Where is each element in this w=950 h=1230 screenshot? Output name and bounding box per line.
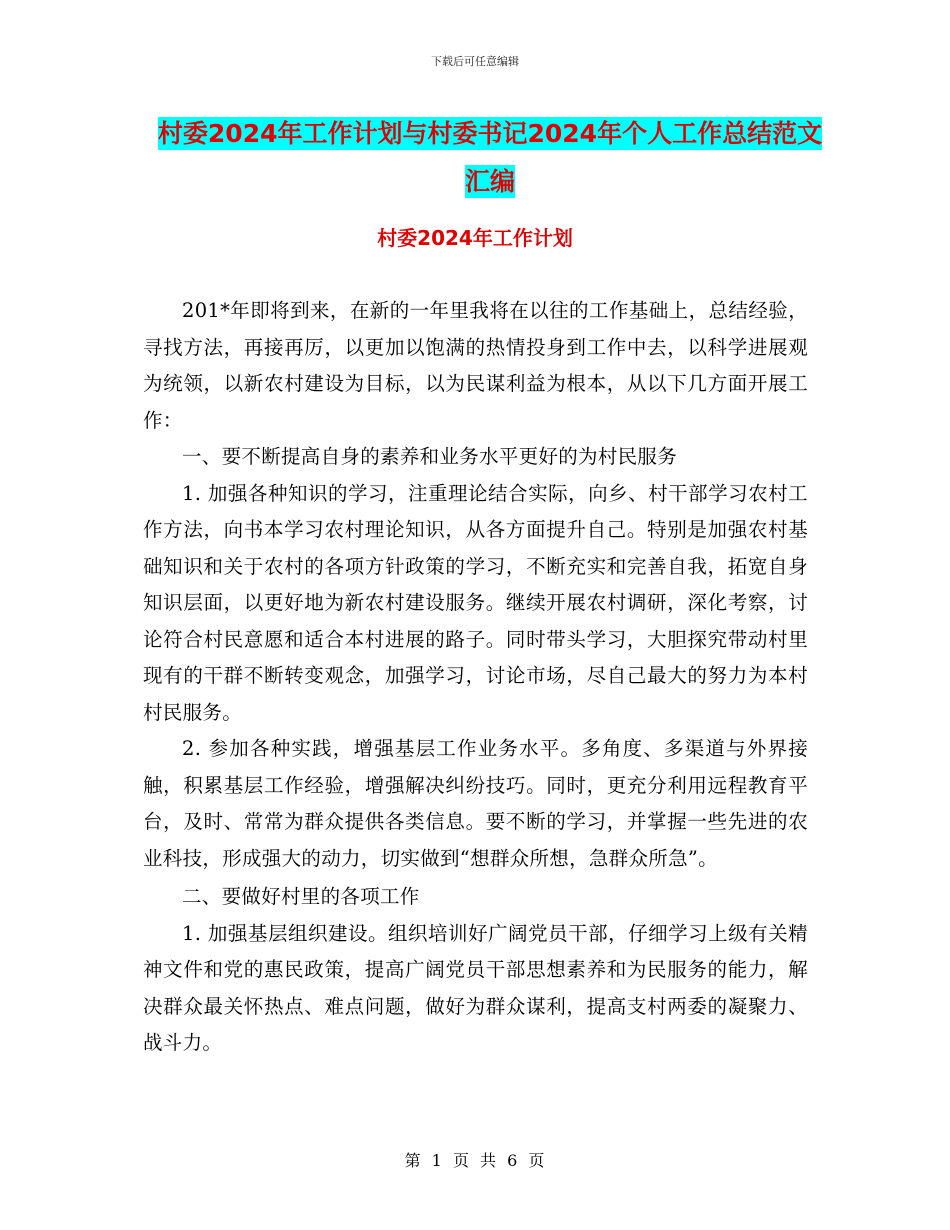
section-title: 村委2024年工作计划	[377, 226, 573, 250]
document-body	[143, 293, 808, 1062]
paragraph-item-1-2: 2. 参加各种实践，增强基层工作业务水平。多角度、多渠道与外界接触，积累基层工作经验，增强解决纠纷技巧。同时，更充分利用远程教育平台，及时、常常为群众提供各类信息。要不断的学习，并掌握一些先进的农业科技，形成强大的动力，切实做到“想群众所想，急群众所急”。	[143, 737, 808, 870]
header-note: 下载后可任意编辑	[431, 55, 519, 68]
page-footer: 第 1 页 共 6 页	[404, 1151, 546, 1170]
paragraph-heading-1: 一、要不断提高自身的素养和业务水平更好的为村民服务	[182, 445, 678, 468]
document-title	[150, 110, 830, 206]
document-title-text: 村委2024年工作计划与村委书记2024年个人工作总结范文汇编	[157, 119, 823, 196]
paragraph-heading-2: 二、要做好村里的各项工作	[182, 885, 420, 908]
paragraph-item-2-1: 1. 加强基层组织建设。组织培训好广阔党员干部，仔细学习上级有关精神文件和党的惠民政策，提高广阔党员干部思想素养和为民服务的能力，解决群众最关怀热点、难点问题，做好为群众谋利，提高支村两委的凝聚力、战斗力。	[143, 921, 808, 1054]
paragraph-intro: 201*年即将到来，在新的一年里我将在以往的工作基础上，总结经验，寻找方法，再接再厉，以更加以饱满的热情投身到工作中去，以科学进展观为统领，以新农村建设为目标，以为民谋利益为根本，从以下几方面开展工作：	[143, 299, 808, 432]
paragraph-item-1-1: 1. 加强各种知识的学习，注重理论结合实际，向乡、村干部学习农村工作方法，向书本学习农村理论知识，从各方面提升自己。特别是加强农村基础知识和关于农村的各项方针政策的学习，不断充实和完善自我，拓宽自身知识层面，以更好地为新农村建设服务。继续开展农村调研，深化考察，讨论符合村民意愿和适合本村进展的路子。同时带头学习，大胆探究带动村里现有的干群不断转变观念，加强学习，讨论市场，尽自己最大的努力为本村村民服务。	[143, 481, 808, 724]
